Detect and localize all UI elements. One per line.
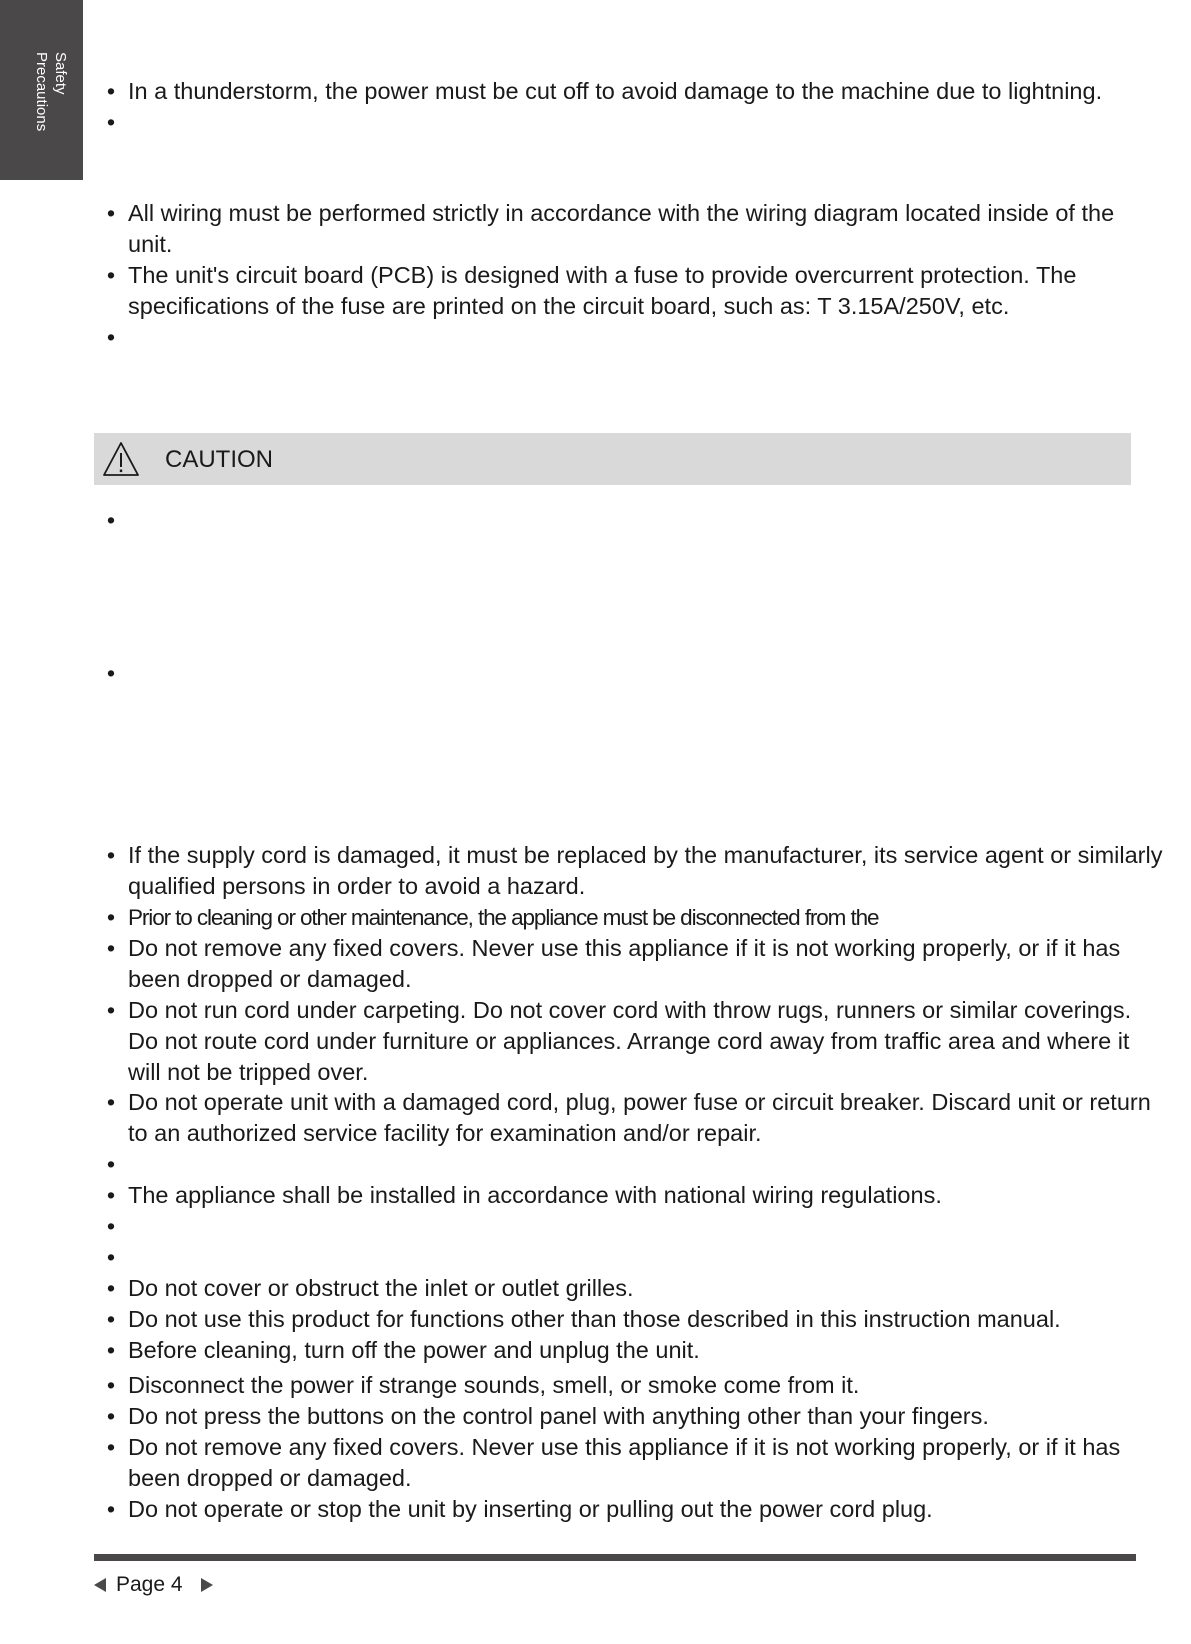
list-item xyxy=(104,76,1164,107)
list-item xyxy=(104,1432,1164,1494)
list-item-text: Do not use this product for functions other than those described in this instruction manual. xyxy=(128,1306,1061,1332)
list-item-text: If the supply cord is damaged, it must be replaced by the manufacturer, its service agent or similarly qualified persons in order to avoid a hazard. xyxy=(128,842,1163,899)
list-item xyxy=(104,198,1164,260)
bullet-icon: • xyxy=(106,1089,116,1115)
list-item-text: Do not cover or obstruct the inlet or outlet grilles. xyxy=(128,1275,634,1301)
list-item-text: Do not operate or stop the unit by inserting or pulling out the power cord plug. xyxy=(128,1496,933,1522)
bullet-icon: • xyxy=(106,904,116,930)
next-page-icon[interactable] xyxy=(201,1578,213,1592)
bullet-icon: • xyxy=(106,660,116,686)
section-tab-label xyxy=(32,52,70,172)
bullet-icon: • xyxy=(106,935,116,961)
bullet-icon: • xyxy=(106,1434,116,1460)
bullet-icon: • xyxy=(106,1151,116,1177)
list-item xyxy=(104,840,1164,902)
list-item xyxy=(104,1370,1164,1401)
section-tab-line-1: Safety xyxy=(52,52,69,95)
footer-divider xyxy=(94,1554,1136,1561)
list-item-text: Before cleaning, turn off the power and unplug the unit. xyxy=(128,1337,700,1363)
page-number: Page 4 xyxy=(116,1573,183,1596)
list-item-text: Disconnect the power if strange sounds, smell, or smoke come from it. xyxy=(128,1372,860,1398)
list-item-text: Do not run cord under carpeting. Do not cover cord with throw rugs, runners or similar coverings. Do not route cord under furniture or appliances. Arrange cord away from traffic area and where it will not be tripped over. xyxy=(128,997,1132,1085)
bullet-icon: • xyxy=(106,109,116,135)
caution-title: CAUTION xyxy=(165,446,273,473)
bullet-icon: • xyxy=(106,1372,116,1398)
list-item xyxy=(104,260,1164,322)
list-item xyxy=(104,933,1164,995)
bullet-icon: • xyxy=(106,1213,116,1239)
section-tab[interactable] xyxy=(0,0,83,180)
section-tab-line-2: Precautions xyxy=(33,52,50,132)
list-item xyxy=(104,995,1164,1088)
bullet-icon: • xyxy=(106,1337,116,1363)
list-item xyxy=(104,902,1164,933)
bullet-icon: • xyxy=(106,997,116,1023)
bullet-icon: • xyxy=(106,262,116,288)
list-item-text: Do not press the buttons on the control panel with anything other than your fingers. xyxy=(128,1403,989,1429)
list-item-text: Do not remove any fixed covers. Never use this appliance if it is not working properly, or if it has been dropped or damaged. xyxy=(128,935,1121,992)
bullet-icon: • xyxy=(106,1496,116,1522)
bullet-icon: • xyxy=(106,1403,116,1429)
list-item-text: The unit's circuit board (PCB) is designed with a fuse to provide overcurrent protection. The specifications of the fuse are printed on the circuit board, such as: T 3.15A/250V, etc. xyxy=(128,262,1077,319)
bullet-icon: • xyxy=(106,842,116,868)
list-item xyxy=(104,1273,1164,1304)
list-item-text: Do not operate unit with a damaged cord, plug, power fuse or circuit breaker. Discard unit or return to an authorized service facility for examination and/or repair. xyxy=(128,1089,1151,1146)
caution-header xyxy=(94,433,1131,485)
list-item xyxy=(104,1087,1164,1149)
bullet-icon: • xyxy=(106,1306,116,1332)
list-item-text: All wiring must be performed strictly in accordance with the wiring diagram located inside of the unit. xyxy=(128,200,1115,257)
list-item-text: Do not remove any fixed covers. Never use this appliance if it is not working properly, or if it has been dropped or damaged. xyxy=(128,1434,1121,1491)
list-item xyxy=(104,1180,1164,1211)
bullet-icon: • xyxy=(106,78,116,104)
bullet-icon: • xyxy=(106,507,116,533)
list-item-text: In a thunderstorm, the power must be cut off to avoid damage to the machine due to lightning. xyxy=(128,78,1103,104)
previous-page-icon[interactable] xyxy=(94,1578,106,1592)
list-item-text: The appliance shall be installed in accordance with national wiring regulations. xyxy=(128,1182,942,1208)
bullet-icon: • xyxy=(106,1244,116,1270)
bullet-icon: • xyxy=(106,1275,116,1301)
page-navigator xyxy=(94,1569,213,1601)
bullet-icon: • xyxy=(106,324,116,350)
list-item xyxy=(104,1335,1164,1366)
list-item xyxy=(104,1304,1164,1335)
list-item-text: Prior to cleaning or other maintenance, the appliance must be disconnected from the xyxy=(128,905,879,930)
warning-triangle-icon xyxy=(102,441,140,477)
list-item xyxy=(104,1401,1164,1432)
bullet-icon: • xyxy=(106,200,116,226)
bullet-icon: • xyxy=(106,1182,116,1208)
list-item xyxy=(104,1494,1164,1525)
